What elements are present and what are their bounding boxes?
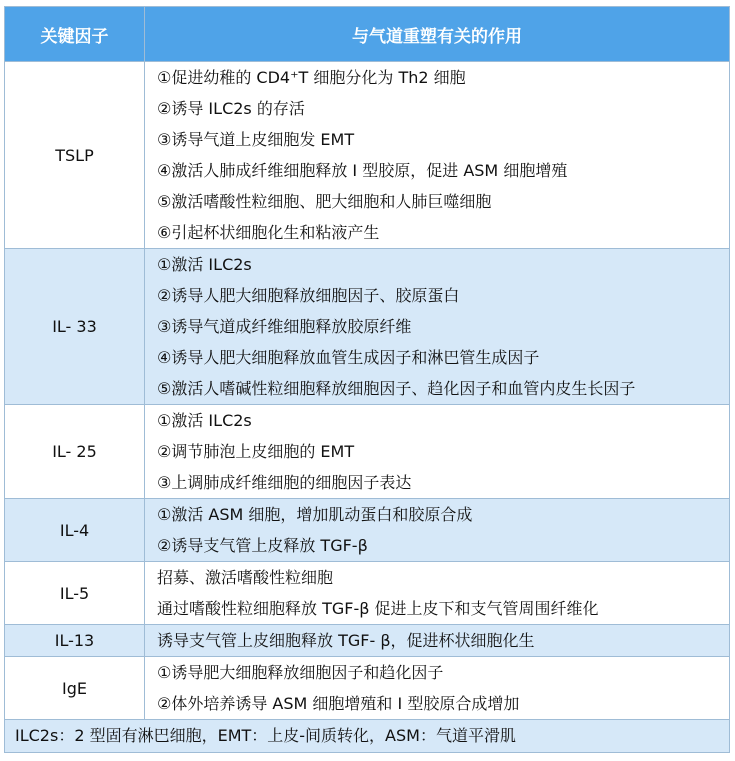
- factors-table: [4, 6, 730, 753]
- effect-item: ①激活 ILC2s: [157, 411, 252, 430]
- effect-item: ④激活人肺成纤维细胞释放 I 型胶原，促进 ASM 细胞增殖: [157, 161, 568, 180]
- effect-item: ④诱导人肥大细胞释放血管生成因子和淋巴管生成因子: [157, 348, 540, 367]
- effect-item: 招募、激活嗜酸性粒细胞: [157, 568, 334, 587]
- effect-item: ⑤激活人嗜碱性粒细胞释放细胞因子、趋化因子和血管内皮生长因子: [157, 379, 636, 398]
- factor-name: IL- 25: [5, 405, 145, 499]
- factor-name: IL-4: [5, 499, 145, 562]
- header-key-factor: 关键因子: [5, 7, 145, 62]
- effect-item: ②诱导支气管上皮释放 TGF-β: [157, 536, 368, 555]
- effects-cell: [145, 657, 730, 720]
- table-row: [5, 499, 730, 562]
- effect-item: ③诱导气道成纤维细胞释放胶原纤维: [157, 317, 412, 336]
- effect-item: ③诱导气道上皮细胞发 EMT: [157, 130, 355, 149]
- header-row: [5, 7, 730, 62]
- effect-item: 诱导支气管上皮细胞释放 TGF- β，促进杯状细胞化生: [157, 631, 535, 650]
- table-row: [5, 405, 730, 499]
- effect-item: ②体外培养诱导 ASM 细胞增殖和 I 型胶原合成增加: [157, 694, 520, 713]
- table-row: [5, 62, 730, 249]
- effects-cell: [145, 249, 730, 405]
- table-row: [5, 625, 730, 657]
- factor-name: IL- 33: [5, 249, 145, 405]
- footnote: ILC2s：2 型固有淋巴细胞，EMT：上皮-间质转化，ASM：气道平滑肌: [5, 720, 730, 753]
- factor-name: IL-13: [5, 625, 145, 657]
- effects-cell: [145, 625, 730, 657]
- effect-item: ②诱导 ILC2s 的存活: [157, 99, 305, 118]
- footnote-row: [5, 720, 730, 753]
- effect-item: ②诱导人肥大细胞释放细胞因子、胶原蛋白: [157, 286, 460, 305]
- effect-item: ③上调肺成纤维细胞的细胞因子表达: [157, 473, 412, 492]
- factor-name: TSLP: [5, 62, 145, 249]
- table-row: [5, 657, 730, 720]
- effects-cell: [145, 562, 730, 625]
- effect-item: ②调节肺泡上皮细胞的 EMT: [157, 442, 355, 461]
- effect-item: 通过嗜酸性粒细胞释放 TGF-β 促进上皮下和支气管周围纤维化: [157, 599, 599, 618]
- effects-cell: [145, 405, 730, 499]
- table-row: [5, 249, 730, 405]
- factor-name: IgE: [5, 657, 145, 720]
- effect-item: ①诱导肥大细胞释放细胞因子和趋化因子: [157, 663, 444, 682]
- effect-item: ①激活 ASM 细胞，增加肌动蛋白和胶原合成: [157, 505, 473, 524]
- header-airway-remodeling-role: 与气道重塑有关的作用: [145, 7, 730, 62]
- effects-cell: [145, 62, 730, 249]
- table-row: [5, 562, 730, 625]
- effect-item: ①促进幼稚的 CD4⁺T 细胞分化为 Th2 细胞: [157, 68, 466, 87]
- effect-item: ⑥引起杯状细胞化生和粘液产生: [157, 223, 380, 242]
- effect-item: ①激活 ILC2s: [157, 255, 252, 274]
- factor-name: IL-5: [5, 562, 145, 625]
- effects-cell: [145, 499, 730, 562]
- effect-item: ⑤激活嗜酸性粒细胞、肥大细胞和人肺巨噬细胞: [157, 192, 492, 211]
